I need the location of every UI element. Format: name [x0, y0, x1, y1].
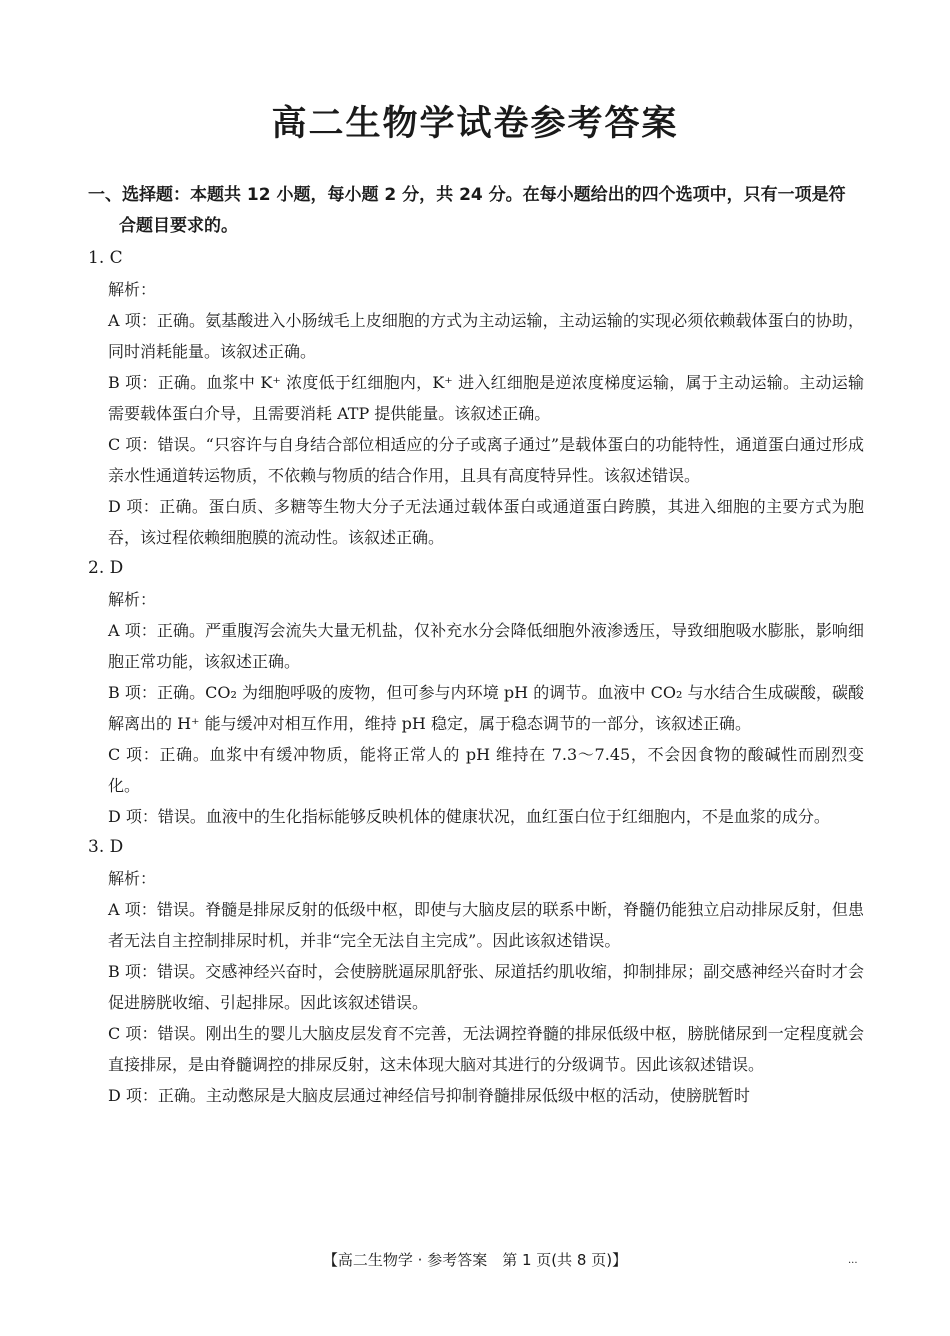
option-a-explanation: A 项：正确。氨基酸进入小肠绒毛上皮细胞的方式为主动运输，主动运输的实现必须依赖载体蛋白的协助，同时消耗能量。该叙述正确。	[108, 311, 864, 361]
question-3	[88, 832, 864, 1111]
option-d-explanation: D 项：正确。蛋白质、多糖等生物大分子无法通过载体蛋白或通道蛋白跨膜，其进入细胞的主要方式为胞吞，该过程依赖细胞膜的流动性。该叙述正确。	[108, 497, 864, 547]
option-c-explanation: C 项：错误。“只容许与自身结合部位相适应的分子或离子通过”是载体蛋白的功能特性，通道蛋白通过形成亲水性通道转运物质，不依赖与物质的结合作用，且具有高度特异性。该叙述错误。	[108, 435, 864, 485]
question-number: 3. D	[88, 837, 124, 857]
question-2	[88, 553, 864, 832]
question-1	[88, 243, 864, 553]
section-heading	[88, 180, 868, 242]
question-number: 2. D	[88, 558, 124, 578]
page-footer: 【高二生物学 · 参考答案 第 1 页(共 8 页)】	[322, 1251, 628, 1269]
question-number: 1. C	[88, 248, 123, 268]
analysis-label: 解析：	[108, 590, 157, 609]
option-b-explanation: B 项：正确。CO₂ 为细胞呼吸的废物，但可参与内环境 pH 的调节。血液中 CO₂ 与水结合生成碳酸，碳酸解离出的 H⁺ 能与缓冲对相互作用，维持 pH 稳定，属于稳态调节的一部分，该叙述正确。	[108, 683, 864, 733]
option-d-explanation: D 项：正确。主动憋尿是大脑皮层通过神经信号抑制脊髓排尿低级中枢的活动，使膀胱暂时	[108, 1086, 750, 1105]
option-a-explanation: A 项：正确。严重腹泻会流失大量无机盐，仅补充水分会降低细胞外液渗透压，导致细胞吸水膨胀，影响细胞正常功能，该叙述正确。	[108, 621, 864, 671]
option-b-explanation: B 项：错误。交感神经兴奋时，会使膀胱逼尿肌舒张、尿道括约肌收缩，抑制排尿；副交感神经兴奋时才会促进膀胱收缩、引起排尿。因此该叙述错误。	[108, 962, 864, 1012]
analysis-label: 解析：	[108, 869, 157, 888]
section-heading-line2: 合题目要求的。	[119, 216, 238, 236]
analysis-label: 解析：	[108, 280, 157, 299]
option-a-explanation: A 项：错误。脊髓是排尿反射的低级中枢，即使与大脑皮层的联系中断，脊髓仍能独立启动排尿反射，但患者无法自主控制排尿时机，并非“完全无法自主完成”。因此该叙述错误。	[108, 900, 864, 950]
corner-mark: ...	[848, 1255, 858, 1266]
section-heading-line1: 一、选择题：本题共 12 小题，每小题 2 分，共 24 分。在每小题给出的四个选项中，只有一项是符	[88, 185, 846, 205]
page-title: 高二生物学试卷参考答案	[271, 104, 679, 144]
option-c-explanation: C 项：错误。刚出生的婴儿大脑皮层发育不完善，无法调控脊髓的排尿低级中枢，膀胱储尿到一定程度就会直接排尿，是由脊髓调控的排尿反射，这未体现大脑对其进行的分级调节。因此该叙述错误。	[108, 1024, 864, 1074]
option-b-explanation: B 项：正确。血浆中 K⁺ 浓度低于红细胞内，K⁺ 进入红细胞是逆浓度梯度运输，属于主动运输。主动运输需要载体蛋白介导，且需要消耗 ATP 提供能量。该叙述正确。	[108, 373, 864, 423]
option-d-explanation: D 项：错误。血液中的生化指标能够反映机体的健康状况，血红蛋白位于红细胞内，不是血浆的成分。	[108, 807, 830, 826]
option-c-explanation: C 项：正确。血浆中有缓冲物质，能将正常人的 pH 维持在 7.3～7.45，不会因食物的酸碱性而剧烈变化。	[108, 745, 864, 795]
answer-list	[88, 243, 864, 1111]
